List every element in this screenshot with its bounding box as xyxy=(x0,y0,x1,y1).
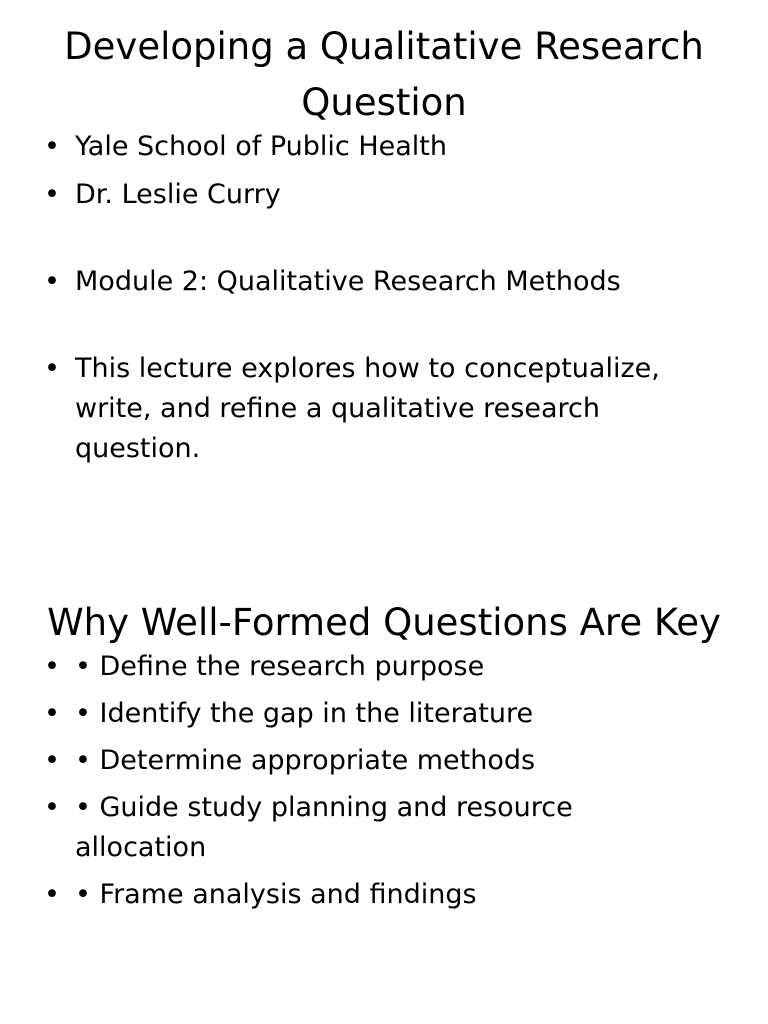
bullet-text: • Define the research purpose xyxy=(75,651,485,682)
bullet-marker: • xyxy=(44,266,60,297)
bullet-text: • Guide study planning and resource allocation xyxy=(75,792,573,863)
bullet-item xyxy=(0,647,688,687)
bullet-marker: • xyxy=(44,179,60,210)
bullet-item xyxy=(0,694,688,734)
bullet-item xyxy=(0,127,688,167)
bullet-item xyxy=(0,875,688,915)
bullet-marker: • xyxy=(44,131,60,162)
bullet-text: • Determine appropriate methods xyxy=(75,745,536,776)
bullet-item xyxy=(0,262,688,302)
bullet-marker: • xyxy=(44,353,60,384)
bullet-text: • Identify the gap in the literature xyxy=(75,698,534,729)
bullet-list xyxy=(0,127,768,469)
bullet-text: Yale School of Public Health xyxy=(75,131,447,162)
bullet-text: Module 2: Qualitative Research Methods xyxy=(75,266,621,297)
bullet-text: Dr. Leslie Curry xyxy=(75,179,281,210)
slide-title: Why Well-Formed Questions Are Key xyxy=(47,601,721,644)
bullet-text: • Frame analysis and findings xyxy=(75,879,477,910)
bullet-text: This lecture explores how to conceptualize, write, and refine a qualitative research question. xyxy=(75,353,660,464)
slide-2 xyxy=(0,576,768,1024)
bullet-item xyxy=(0,788,688,868)
bullet-marker: • xyxy=(44,651,60,682)
bullet-marker: • xyxy=(44,698,60,729)
bullet-item xyxy=(0,741,688,781)
slide-title: Developing a Qualitative Research Question xyxy=(64,25,704,124)
bullet-marker: • xyxy=(44,745,60,776)
bullet-marker: • xyxy=(44,792,60,823)
bullet-item xyxy=(0,349,688,469)
bullet-item xyxy=(0,175,688,215)
bullet-marker: • xyxy=(44,879,60,910)
bullet-list xyxy=(0,647,768,915)
